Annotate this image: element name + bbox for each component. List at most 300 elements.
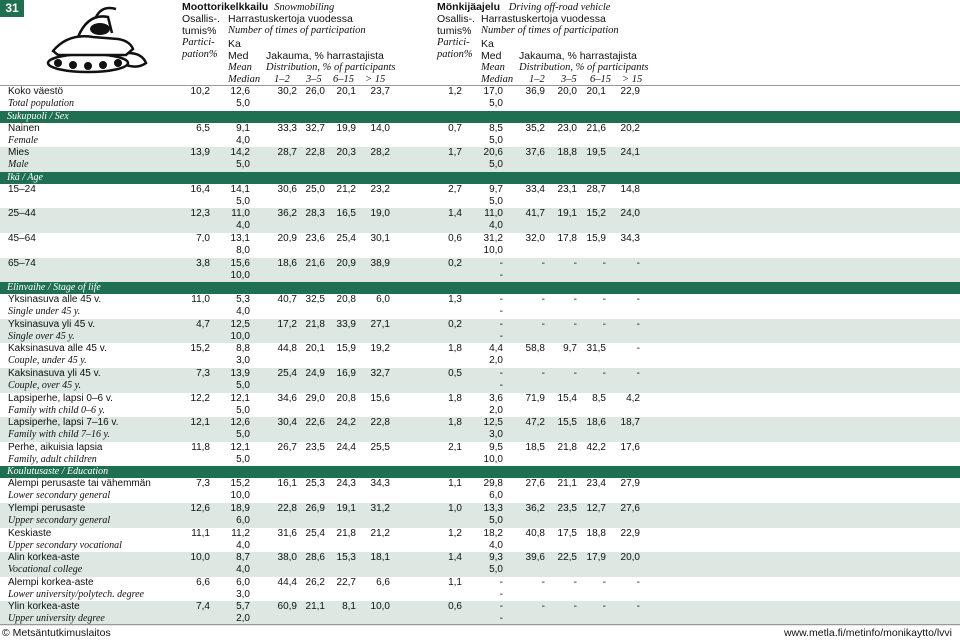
snowmobiling-value: 40,7 [277, 294, 297, 306]
offroad-value: 1,8 [448, 392, 462, 404]
offroad-value: - [636, 294, 640, 306]
offroad-value: - [602, 601, 606, 613]
snowmobiling-value: 13,9 [230, 367, 250, 379]
snowmobiling-value: 21,6 [305, 257, 325, 269]
snowmobiling-value: 4,0 [236, 539, 250, 551]
snowmobiling-value: 26,0 [305, 86, 325, 97]
table-row [0, 528, 960, 553]
snowmobiling-value: 8,0 [236, 244, 250, 256]
snowmobiling-value: 15,6 [230, 257, 250, 269]
offroad-value: - [573, 576, 577, 588]
offroad-title: Mönkijäajelu Driving off-road vehicle [437, 1, 611, 13]
snowmobiling-value: 12,6 [190, 502, 210, 514]
offroad-value: 1,2 [448, 86, 462, 97]
offroad-value: - [573, 367, 577, 379]
snowmobiling-value: 6,6 [376, 576, 390, 588]
row-label-fi: Alempi korkea-aste [8, 576, 94, 588]
snowmobiling-value: 23,7 [370, 86, 390, 97]
offroad-value: 32,0 [525, 232, 545, 244]
snowmobiling-value: 18,6 [277, 257, 297, 269]
offroad-value: 31,2 [483, 232, 503, 244]
offroad-value: 1,8 [448, 417, 462, 429]
offroad-value: - [541, 318, 545, 330]
snowmobiling-value: 20,1 [336, 86, 356, 97]
snowmobiling-value: 7,0 [196, 232, 210, 244]
snowmobiling-value: 15,9 [336, 343, 356, 355]
offroad-value: 27,9 [620, 478, 640, 490]
snowmobiling-value: 4,0 [236, 306, 250, 318]
table-row [0, 319, 960, 344]
snowmobiling-value: 19,1 [336, 502, 356, 514]
row-label-fi: 25–44 [8, 208, 36, 220]
snowmobiling-value: 6,6 [196, 576, 210, 588]
row-label-en: Family with child 7–16 y. [8, 429, 110, 441]
snowmobiling-value: 28,2 [370, 147, 390, 159]
offroad-value: - [499, 306, 503, 318]
offroad-value: - [499, 294, 503, 306]
offroad-value: 20,0 [557, 86, 577, 97]
snowmobile-icon [38, 3, 148, 79]
offroad-value: 18,6 [586, 417, 606, 429]
offroad-value: - [602, 257, 606, 269]
offroad-value: - [602, 367, 606, 379]
snowmobiling-value: 44,8 [277, 343, 297, 355]
offroad-value: 47,2 [525, 417, 545, 429]
snowmobiling-value: 22,8 [277, 502, 297, 514]
snowmobiling-value: 19,2 [370, 343, 390, 355]
row-label-fi: 15–24 [8, 183, 36, 195]
snowmobiling-value: 17,2 [277, 318, 297, 330]
snowmobiling-value: 29,0 [305, 392, 325, 404]
offroad-value: 33,4 [525, 183, 545, 195]
snowmobiling-value: 38,9 [370, 257, 390, 269]
snowmobiling-bin-4: > 15 [365, 74, 386, 85]
table-row [0, 294, 960, 319]
snowmobiling-value: 10,0 [190, 552, 210, 564]
snowmobiling-value: 21,8 [305, 318, 325, 330]
row-label-fi: Kaksinasuva alle 45 v. [8, 343, 107, 355]
offroad-value: 17,5 [557, 527, 577, 539]
offroad-value: 0,2 [448, 257, 462, 269]
offroad-value: 71,9 [525, 392, 545, 404]
snowmobiling-med: Med [228, 50, 249, 62]
snowmobiling-value: 12,1 [230, 441, 250, 453]
offroad-dist-fi: Jakauma, % harrastajista [519, 50, 637, 62]
offroad-value: 20,6 [483, 147, 503, 159]
offroad-value: 8,5 [489, 122, 503, 134]
snowmobiling-mean: Mean [228, 62, 252, 73]
snowmobiling-value: 7,4 [196, 601, 210, 613]
snowmobiling-ka: Ka [228, 38, 241, 50]
offroad-value: 17,9 [586, 552, 606, 564]
offroad-value: - [636, 601, 640, 613]
snowmobiling-col-part-3: Partici- [182, 37, 215, 48]
snowmobiling-value: 3,0 [236, 355, 250, 367]
table-row [0, 393, 960, 418]
offroad-value: 6,0 [489, 490, 503, 502]
snowmobiling-dist-fi: Jakauma, % harrastajista [266, 50, 384, 62]
snowmobiling-value: 24,4 [336, 441, 356, 453]
offroad-value: 27,6 [525, 478, 545, 490]
offroad-value: 17,8 [557, 232, 577, 244]
row-label-fi: Alin korkea-aste [8, 552, 80, 564]
offroad-value: 0,2 [448, 318, 462, 330]
row-label-fi: Kaksinasuva yli 45 v. [8, 367, 101, 379]
section-header: Elinvaihe / Stage of life [0, 282, 960, 294]
snowmobiling-value: 11,1 [191, 527, 210, 539]
offroad-value: - [499, 330, 503, 342]
row-label-fi: Koko väestö [8, 86, 64, 97]
snowmobiling-value: 20,8 [336, 294, 356, 306]
offroad-value: 18,2 [483, 527, 503, 539]
offroad-value: - [499, 576, 503, 588]
snowmobiling-value: 21,2 [370, 527, 390, 539]
snowmobiling-value: 10,0 [370, 601, 390, 613]
snowmobiling-value: 11,8 [191, 441, 210, 453]
row-label-fi: Nainen [8, 122, 40, 134]
table-row [0, 577, 960, 602]
snowmobiling-value: 7,3 [196, 478, 210, 490]
snowmobiling-value: 18,9 [230, 502, 250, 514]
snowmobiling-value: 22,7 [336, 576, 356, 588]
offroad-value: 18,7 [620, 417, 640, 429]
offroad-value: 4,0 [489, 539, 503, 551]
snowmobiling-value: 24,2 [336, 417, 356, 429]
offroad-value: 23,1 [557, 183, 577, 195]
offroad-value: 1,2 [448, 527, 462, 539]
snowmobiling-bin-1: 1–2 [274, 74, 290, 85]
offroad-value: 15,5 [557, 417, 577, 429]
row-label-en: Couple, over 45 y. [8, 379, 82, 391]
row-label-fi: Ylempi perusaste [8, 502, 86, 514]
row-label-fi: Keskiaste [8, 527, 52, 539]
offroad-col-part-4: pation% [437, 49, 473, 60]
snowmobiling-dist-en: Distribution, % of participants [266, 62, 396, 73]
snowmobiling-value: 15,2 [190, 343, 210, 355]
offroad-value: 2,1 [448, 441, 462, 453]
offroad-value: - [636, 576, 640, 588]
table-row [0, 184, 960, 209]
offroad-value: 9,7 [563, 343, 577, 355]
offroad-col-part-2: tumis% [437, 25, 472, 37]
row-label-fi: Perhe, aikuisia lapsia [8, 441, 103, 453]
offroad-value: 21,1 [557, 478, 577, 490]
table-row [0, 233, 960, 258]
row-label-en: Single over 45 y. [8, 330, 75, 342]
offroad-value: - [602, 294, 606, 306]
offroad-value: 9,7 [489, 183, 503, 195]
snowmobiling-value: 5,0 [236, 379, 250, 391]
row-label-fi: 45–64 [8, 232, 36, 244]
table-row [0, 442, 960, 467]
offroad-value: 27,6 [620, 502, 640, 514]
snowmobiling-value: 8,7 [236, 552, 250, 564]
snowmobiling-value: 34,6 [277, 392, 297, 404]
snowmobiling-value: 38,0 [277, 552, 297, 564]
snowmobiling-value: 5,0 [236, 453, 250, 465]
offroad-value: 0,6 [448, 601, 462, 613]
snowmobiling-bin-3: 6–15 [333, 74, 354, 85]
snowmobiling-value: 36,2 [277, 208, 297, 220]
offroad-value: 0,7 [448, 122, 462, 134]
snowmobiling-value: 25,3 [305, 478, 325, 490]
offroad-value: 5,0 [489, 98, 503, 109]
snowmobiling-value: 11,0 [231, 208, 250, 220]
snowmobiling-value: 33,3 [277, 122, 297, 134]
snowmobiling-value: 11,2 [231, 527, 250, 539]
offroad-value: - [602, 576, 606, 588]
snowmobiling-value: 12,1 [190, 417, 210, 429]
snowmobiling-value: 6,5 [196, 122, 210, 134]
offroad-value: 31,5 [586, 343, 606, 355]
snowmobiling-value: 4,0 [236, 564, 250, 576]
offroad-freq-en: Number of times of participation [481, 25, 619, 36]
offroad-bin-1: 1–2 [529, 74, 545, 85]
snowmobiling-value: 23,6 [305, 232, 325, 244]
offroad-value: 23,4 [586, 478, 606, 490]
snowmobiling-value: 16,1 [277, 478, 297, 490]
offroad-value: 42,2 [586, 441, 606, 453]
offroad-value: 15,4 [557, 392, 577, 404]
snowmobiling-value: 24,9 [305, 367, 325, 379]
offroad-value: 22,5 [557, 552, 577, 564]
offroad-value: 22,9 [620, 86, 640, 97]
snowmobiling-value: 22,6 [305, 417, 325, 429]
offroad-value: 23,0 [557, 122, 577, 134]
offroad-value: 5,0 [489, 514, 503, 526]
offroad-value: - [541, 367, 545, 379]
offroad-value: 4,2 [626, 392, 640, 404]
snowmobiling-value: 22,8 [370, 417, 390, 429]
offroad-value: 14,8 [620, 183, 640, 195]
snowmobiling-value: 20,9 [336, 257, 356, 269]
offroad-value: 1,4 [448, 552, 462, 564]
snowmobiling-value: 22,8 [305, 147, 325, 159]
snowmobiling-value: 31,2 [370, 502, 390, 514]
offroad-value: - [541, 576, 545, 588]
snowmobiling-value: 21,2 [336, 183, 356, 195]
snowmobiling-value: 4,7 [196, 318, 210, 330]
offroad-value: 12,7 [586, 502, 606, 514]
table-row [0, 552, 960, 577]
snowmobiling-value: 2,0 [236, 613, 250, 625]
offroad-bin-4: > 15 [622, 74, 643, 85]
offroad-value: 12,5 [483, 417, 503, 429]
offroad-value: 40,8 [525, 527, 545, 539]
row-label-fi: Lapsiperhe, lapsi 0–6 v. [8, 392, 113, 404]
offroad-value: 36,2 [525, 502, 545, 514]
offroad-value: 1,8 [448, 343, 462, 355]
snowmobiling-value: 26,9 [305, 502, 325, 514]
offroad-value: 9,5 [489, 441, 503, 453]
snowmobiling-value: 60,9 [277, 601, 297, 613]
snowmobiling-value: 28,3 [305, 208, 325, 220]
offroad-value: - [499, 588, 503, 600]
offroad-value: 17,0 [483, 86, 503, 97]
row-label-en: Family, adult children [8, 453, 97, 465]
snowmobiling-value: 26,2 [305, 576, 325, 588]
offroad-value: 3,0 [489, 429, 503, 441]
snowmobiling-value: 4,0 [236, 134, 250, 146]
offroad-value: 24,0 [620, 208, 640, 220]
row-label-en: Family with child 0–6 y. [8, 404, 105, 416]
offroad-value: 1,1 [448, 478, 462, 490]
snowmobiling-value: 33,9 [336, 318, 356, 330]
table-row [0, 601, 960, 626]
table-row [0, 368, 960, 393]
snowmobiling-value: 10,0 [230, 490, 250, 502]
snowmobiling-col-part-4: pation% [182, 49, 218, 60]
page-number-badge: 31 [0, 0, 24, 17]
offroad-value: 39,6 [525, 552, 545, 564]
offroad-value: 19,1 [557, 208, 577, 220]
snowmobiling-value: 31,6 [277, 527, 297, 539]
snowmobiling-value: 15,6 [370, 392, 390, 404]
snowmobiling-value: 12,6 [230, 417, 250, 429]
snowmobiling-value: 10,0 [230, 330, 250, 342]
offroad-value: 24,1 [620, 147, 640, 159]
snowmobiling-value: 5,0 [236, 404, 250, 416]
table-row [0, 123, 960, 148]
offroad-value: 3,6 [489, 392, 503, 404]
snowmobiling-value: 30,1 [370, 232, 390, 244]
snowmobiling-value: 12,3 [190, 208, 210, 220]
offroad-value: 17,6 [620, 441, 640, 453]
row-label-fi: Yksinasuva alle 45 v. [8, 294, 102, 306]
snowmobiling-value: 20,8 [336, 392, 356, 404]
offroad-median: Median [481, 74, 514, 85]
offroad-value: 35,2 [525, 122, 545, 134]
offroad-value: - [636, 367, 640, 379]
snowmobiling-value: 32,7 [305, 122, 325, 134]
offroad-value: 1,0 [448, 502, 462, 514]
snowmobiling-value: 5,7 [236, 601, 250, 613]
offroad-value: 58,8 [525, 343, 545, 355]
snowmobiling-value: 6,0 [236, 514, 250, 526]
offroad-value: - [541, 601, 545, 613]
snowmobiling-col-part-2: tumis% [182, 25, 217, 37]
offroad-value: 18,8 [557, 147, 577, 159]
offroad-value: 2,0 [489, 404, 503, 416]
table-row [0, 208, 960, 233]
snowmobiling-value: 12,6 [230, 86, 250, 97]
offroad-value: - [636, 257, 640, 269]
offroad-value: 41,7 [525, 208, 545, 220]
snowmobiling-value: 14,2 [230, 147, 250, 159]
offroad-value: 13,3 [483, 502, 503, 514]
snowmobiling-value: 30,6 [277, 183, 297, 195]
offroad-value: 21,8 [557, 441, 577, 453]
offroad-value: - [573, 257, 577, 269]
snowmobiling-value: 15,3 [336, 552, 356, 564]
offroad-dist-en: Distribution, % of participants [519, 62, 649, 73]
table-row [0, 86, 960, 111]
snowmobiling-value: 32,5 [305, 294, 325, 306]
snowmobiling-value: 8,1 [342, 601, 356, 613]
offroad-value: 0,6 [448, 232, 462, 244]
snowmobiling-value: 7,3 [196, 367, 210, 379]
offroad-value: 2,0 [489, 355, 503, 367]
offroad-value: 20,2 [620, 122, 640, 134]
table-row [0, 417, 960, 442]
row-label-fi: 65–74 [8, 257, 36, 269]
offroad-value: - [499, 379, 503, 391]
snowmobiling-value: 13,9 [190, 147, 210, 159]
snowmobiling-value: 16,4 [190, 183, 210, 195]
offroad-value: 8,5 [592, 392, 606, 404]
offroad-value: - [541, 294, 545, 306]
table-row [0, 503, 960, 528]
snowmobiling-value: 14,0 [370, 122, 390, 134]
offroad-value: 1,7 [448, 147, 462, 159]
footer-url: www.metla.fi/metinfo/monikaytto/lvvi [783, 627, 952, 639]
snowmobiling-value: 27,1 [370, 318, 390, 330]
snowmobiling-value: 23,2 [370, 183, 390, 195]
offroad-value: 20,0 [620, 552, 640, 564]
snowmobiling-value: 5,0 [236, 429, 250, 441]
snowmobiling-median: Median [228, 74, 261, 85]
snowmobiling-value: 4,0 [236, 220, 250, 232]
snowmobiling-value: 11,0 [191, 294, 210, 306]
snowmobiling-value: 19,9 [336, 122, 356, 134]
offroad-bin-2: 3–5 [561, 74, 577, 85]
snowmobiling-value: 20,1 [305, 343, 325, 355]
offroad-value: 0,5 [448, 367, 462, 379]
offroad-value: 28,7 [586, 183, 606, 195]
offroad-value: - [499, 613, 503, 625]
snowmobiling-value: 10,2 [190, 86, 210, 97]
offroad-col-part-3: Partici- [437, 37, 470, 48]
row-label-fi: Lapsiperhe, lapsi 7–16 v. [8, 417, 119, 429]
snowmobiling-value: 24,3 [336, 478, 356, 490]
snowmobiling-freq-fi: Harrastuskertoja vuodessa [228, 13, 353, 25]
row-label-en: Upper secondary general [8, 514, 111, 526]
row-label-en: Total population [8, 98, 75, 109]
offroad-bin-3: 6–15 [590, 74, 611, 85]
snowmobiling-value: 18,1 [370, 552, 390, 564]
snowmobiling-value: 25,0 [305, 183, 325, 195]
offroad-value: 22,9 [620, 527, 640, 539]
data-table [0, 86, 960, 626]
section-header: Koulutusaste / Education [0, 466, 960, 478]
snowmobiling-value: 21,8 [336, 527, 356, 539]
snowmobiling-value: 30,4 [277, 417, 297, 429]
offroad-value: - [636, 318, 640, 330]
row-label-en: Upper university degree [8, 613, 105, 625]
offroad-value: - [499, 367, 503, 379]
offroad-value: - [636, 343, 640, 355]
offroad-value: 9,3 [489, 552, 503, 564]
offroad-mean: Mean [481, 62, 505, 73]
offroad-value: - [573, 318, 577, 330]
row-label-en: Male [8, 159, 29, 171]
offroad-value: 1,1 [448, 576, 462, 588]
snowmobiling-value: 3,8 [196, 257, 210, 269]
section-header: Sukupuoli / Sex [0, 111, 960, 123]
section-header: Ikä / Age [0, 172, 960, 184]
row-label-en: Lower university/polytech. degree [8, 588, 144, 600]
offroad-value: 1,3 [448, 294, 462, 306]
snowmobiling-value: 21,1 [305, 601, 325, 613]
offroad-value: - [499, 269, 503, 281]
snowmobiling-value: 8,8 [236, 343, 250, 355]
offroad-value: - [499, 257, 503, 269]
footer-divider [0, 624, 960, 625]
table-row [0, 147, 960, 172]
row-label-fi: Mies [8, 147, 30, 159]
offroad-value: 15,9 [586, 232, 606, 244]
offroad-value: - [573, 294, 577, 306]
